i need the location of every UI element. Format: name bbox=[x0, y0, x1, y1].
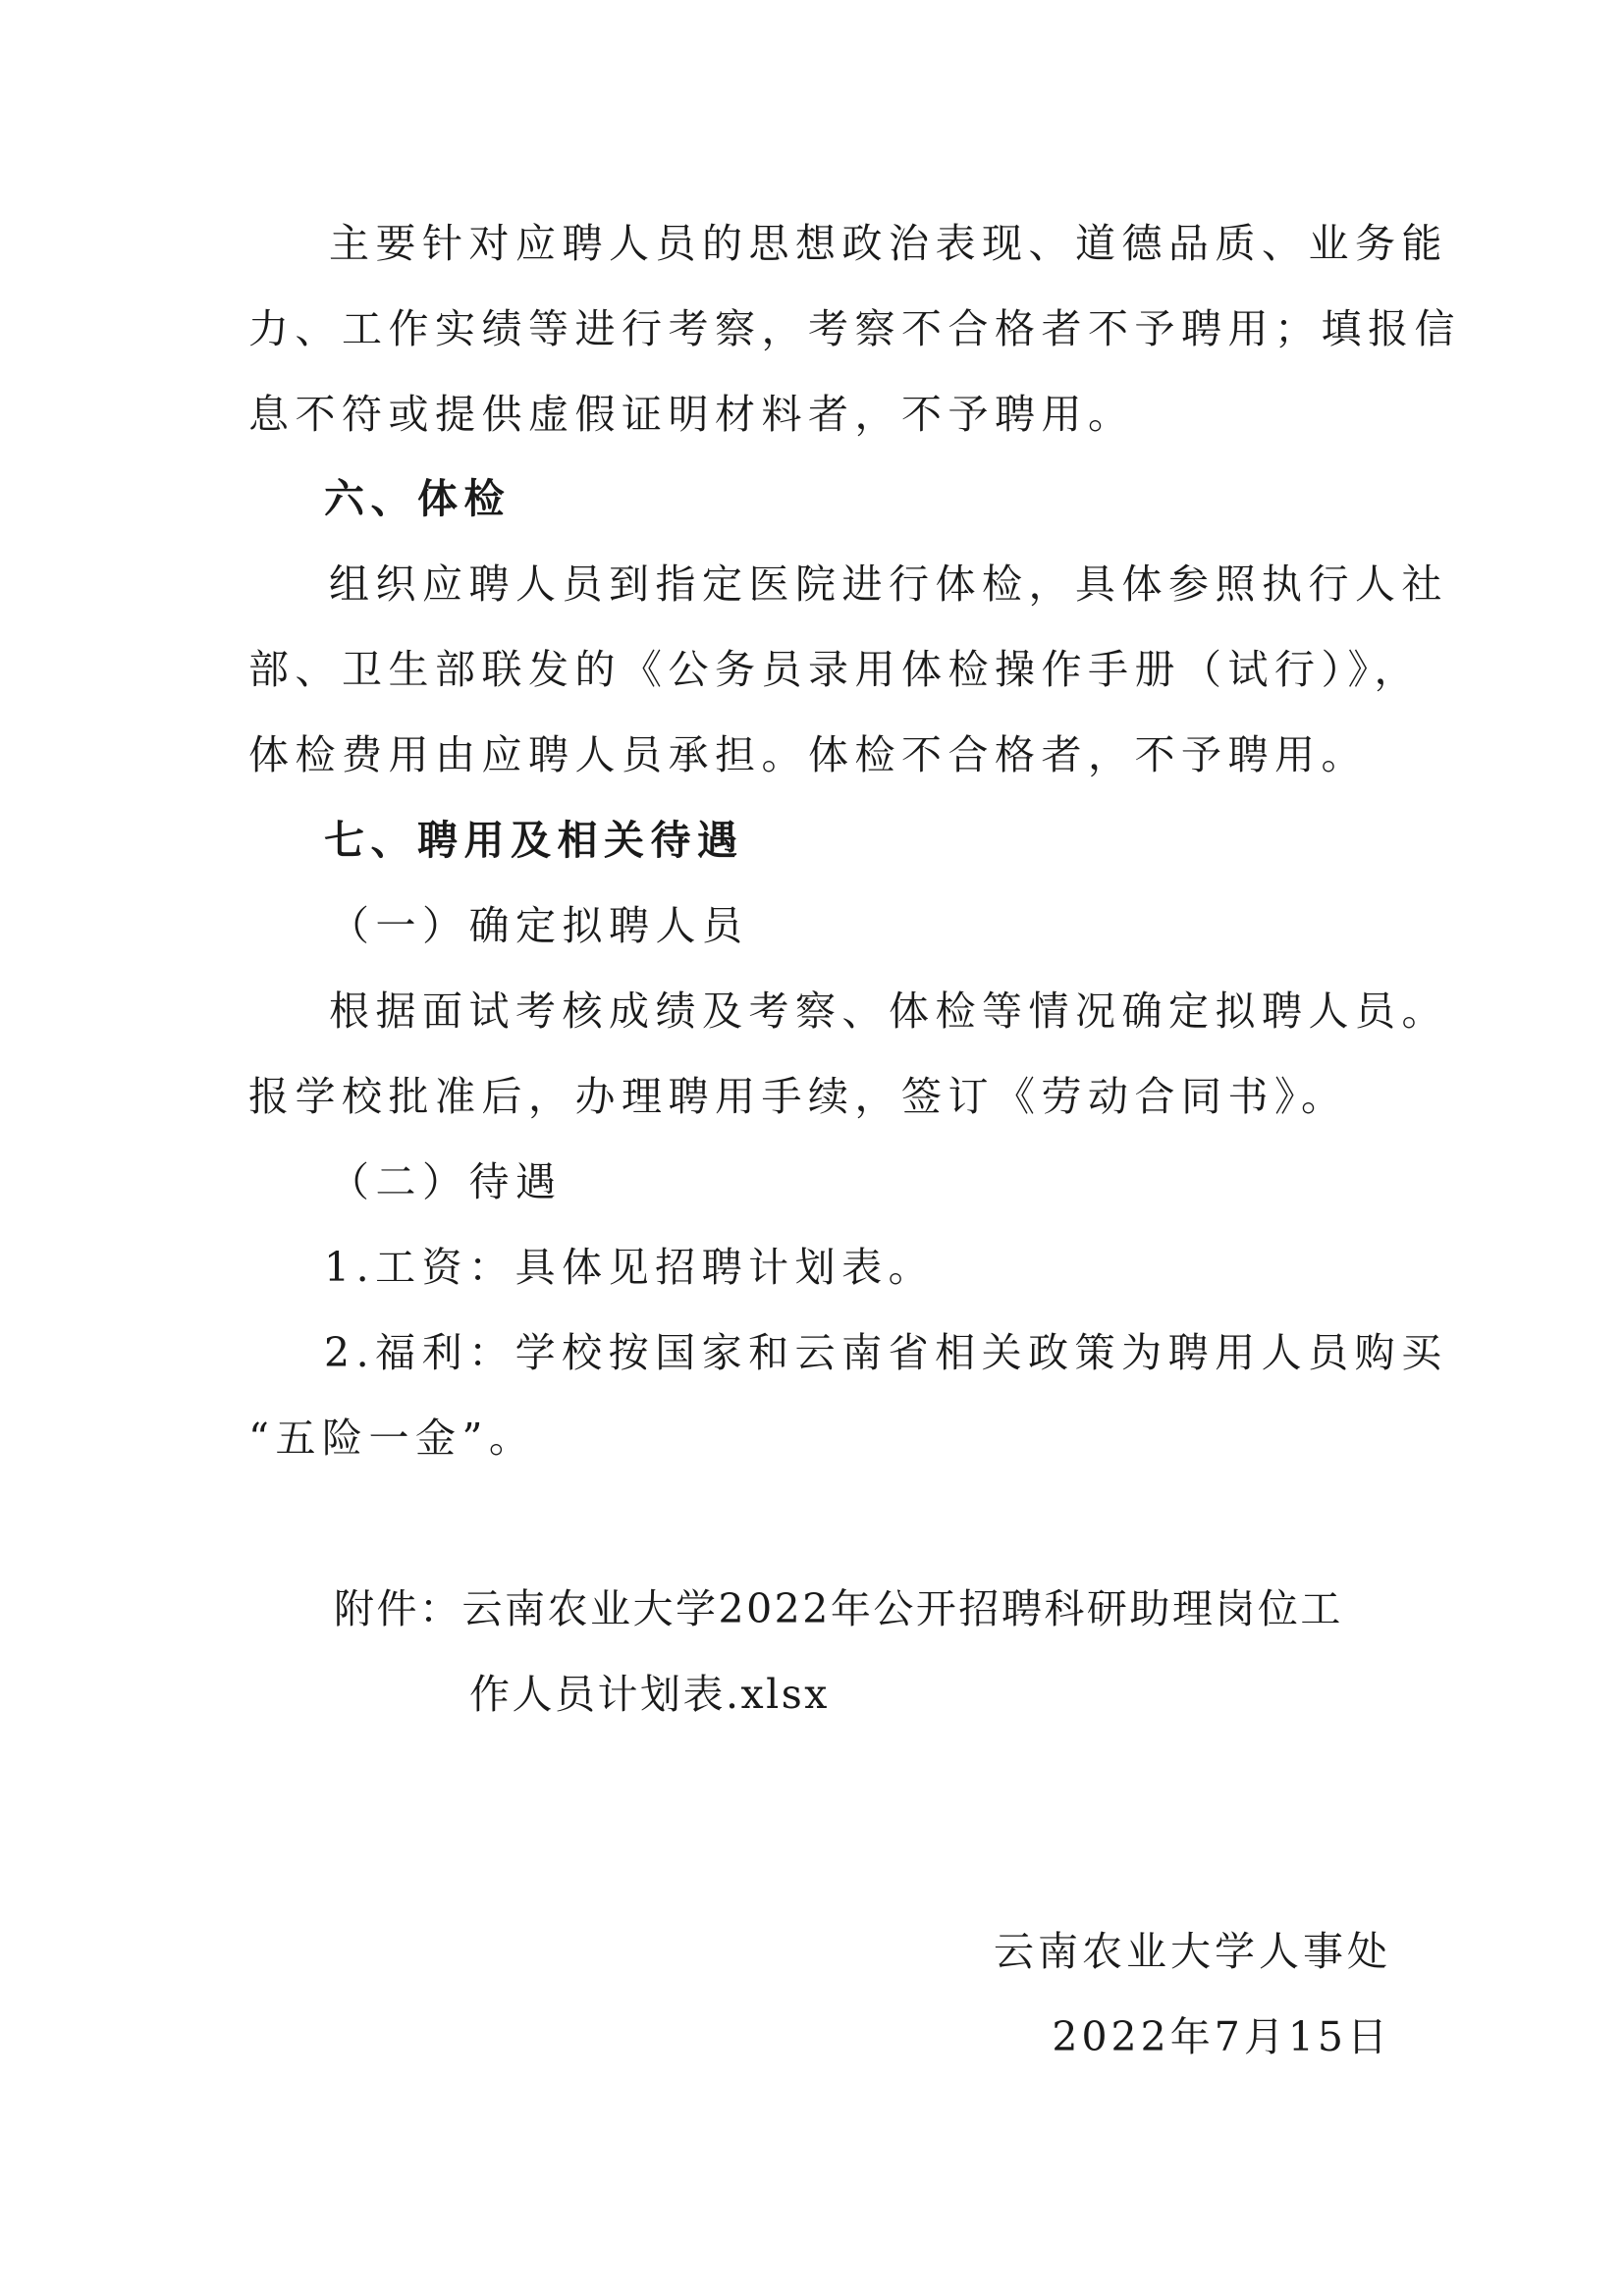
paragraph-line: 息不符或提供虚假证明材料者，不予聘用。 bbox=[248, 391, 1135, 438]
paragraph-line: “五险一金”。 bbox=[248, 1415, 536, 1462]
paragraph-line: 力、工作实绩等进行考察，考察不合格者不予聘用；填报信 bbox=[248, 305, 1461, 352]
list-item-welfare: 2.福利：学校按国家和云南省相关政策为聘用人员购买 bbox=[324, 1329, 1448, 1376]
issuer-name: 云南农业大学人事处 bbox=[994, 1928, 1391, 1975]
subsection-heading: （一）确定拟聘人员 bbox=[329, 902, 749, 949]
subsection-heading: （二）待遇 bbox=[329, 1158, 563, 1205]
paragraph-line: 主要针对应聘人员的思想政治表现、道德品质、业务能 bbox=[329, 220, 1448, 267]
section-heading: 六、体检 bbox=[324, 475, 511, 522]
paragraph-line: 体检费用由应聘人员承担。体检不合格者，不予聘用。 bbox=[248, 731, 1368, 778]
issue-date: 2022年7月15日 bbox=[1052, 2013, 1391, 2060]
attachment-line: 附件：云南农业大学2022年公开招聘科研助理岗位工 bbox=[334, 1585, 1343, 1632]
paragraph-line: 部、卫生部联发的《公务员录用体检操作手册（试行）》， bbox=[248, 646, 1421, 693]
paragraph-line: 报学校批准后，办理聘用手续，签订《劳动合同书》。 bbox=[248, 1073, 1348, 1120]
attachment-filename: 作人员计划表.xlsx bbox=[469, 1671, 830, 1718]
paragraph-line: 组织应聘人员到指定医院进行体检，具体参照执行人社 bbox=[329, 561, 1448, 608]
paragraph-line: 根据面试考核成绩及考察、体检等情况确定拟聘人员。 bbox=[329, 988, 1448, 1035]
section-heading: 七、聘用及相关待遇 bbox=[324, 817, 744, 864]
list-item-salary: 1.工资：具体见招聘计划表。 bbox=[324, 1244, 936, 1291]
